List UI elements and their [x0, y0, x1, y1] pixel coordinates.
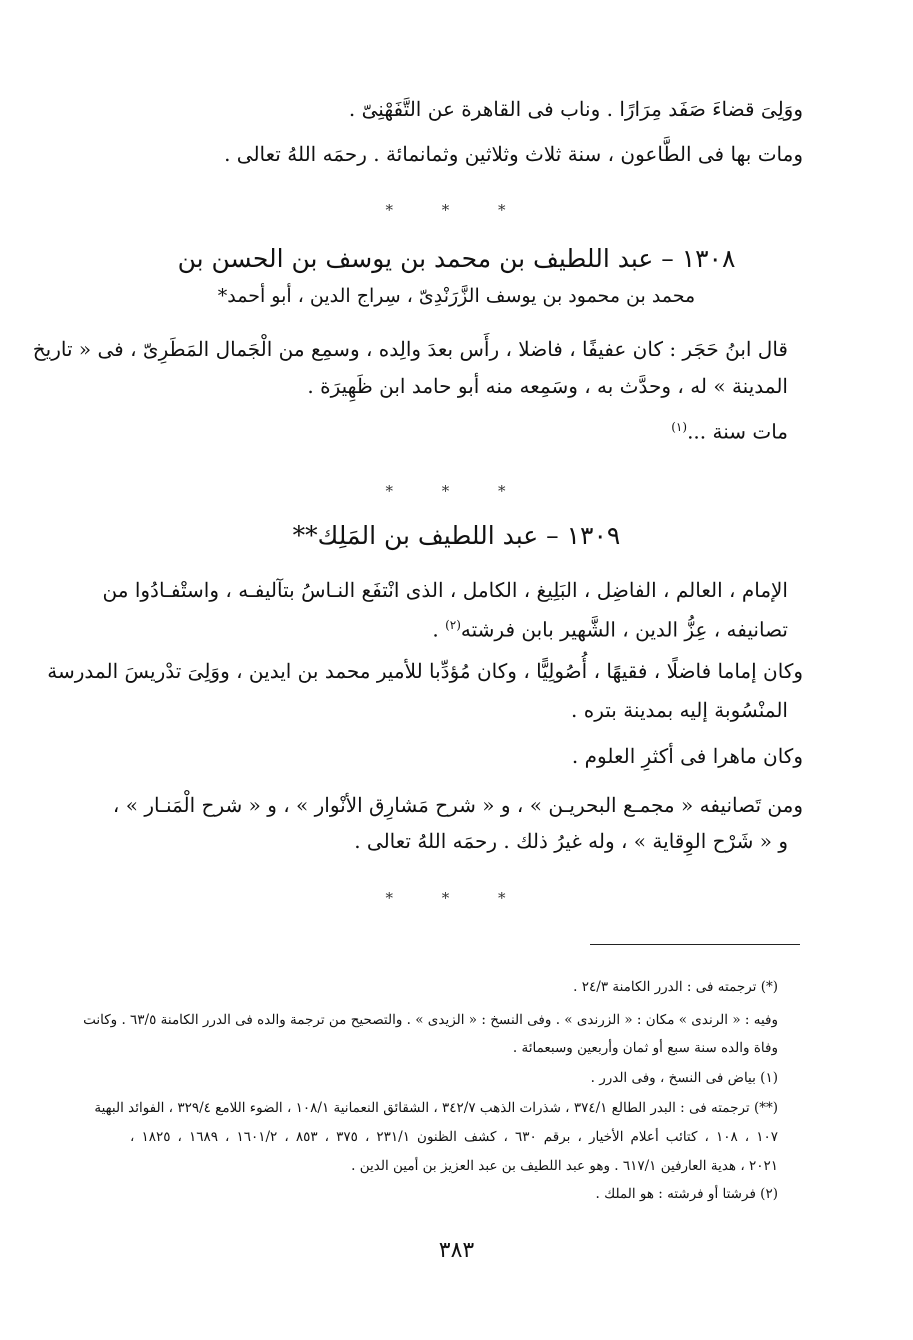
footnote: (*) ترجمته فى : الدرر الكامنة ٢٤/٣ . — [573, 979, 778, 995]
footnote: وفاة والده سنة سبع أو ثمان وأربعين وسبعمائة . — [512, 1040, 778, 1056]
footnote: وفيه : « الرندى » مكان : « الزرندى » . وفى النسخ : « الزيدى » . والتصحيح من ترجمة والده فى الدرر الكامنة ٦٣/٥ . وكانت — [83, 1012, 778, 1028]
text-line: و « شَرْح الوِقاية » ، وله غيرُ ذلك . رحمَه اللهُ تعالى . — [354, 829, 788, 853]
entry-heading: ١٣٠٩ – عبد اللطيف بن المَلِك** — [292, 521, 621, 550]
footnote: (٢) فرشتا أو فرشته : هو الملك . — [595, 1186, 778, 1202]
section-separator: * * * — [385, 201, 528, 219]
text-line: ووَلِىَ قضاءَ صَفَد مِرَارًا . وناب فى القاهرة عن التَّفَهْنِىّ . — [348, 97, 803, 121]
footnote-divider — [590, 944, 800, 945]
entry-heading-continued: محمد بن محمود بن يوسف الزَّرَنْدِىّ ، سِراج الدين ، أبو أحمد* — [217, 285, 696, 307]
text-line: المنْسُوبة إليه بمدينة بتره . — [571, 698, 788, 722]
footnote: (١) بياض فى النسخ ، وفى الدرر . — [590, 1070, 778, 1086]
section-separator: * * * — [385, 889, 528, 907]
text-fragment: مات سنة ... — [687, 419, 788, 444]
text-line: الإمام ، العالم ، الفاضِل ، البَلِيغ ، الكامل ، الذى انْتفَع النـاسُ بتآليفـه ، واستْفـادُوا من — [102, 578, 788, 602]
text-line: وكان إماما فاضلًا ، فقيهًا ، أُصُولِيًّا ، وكان مُؤدِّبا للأمير محمد بن ايدين ، ووَلِىَ تدْريسَ المدرسة — [47, 659, 803, 683]
text-line: ومن تَصانيفه « مجمـع البحريـن » ، و « شرح مَشارِق الأنْوار » ، و « شرح الْمَنـار » ، — [112, 793, 803, 817]
section-separator: * * * — [385, 482, 528, 500]
text-fragment: . — [432, 617, 446, 642]
text-line — [130, 414, 788, 445]
text-line: وكان ماهرا فى أكثرِ العلوم . — [571, 744, 803, 768]
footnote: ٢٠٢١ ، هدية العارفين ٦١٧/١ . وهو عبد اللطيف بن عبد العزيز بن أمين الدين . — [351, 1158, 778, 1174]
footnote-marker: (٢) — [445, 618, 461, 632]
footnote: (**) ترجمته فى : البدر الطالع ٣٧٤/١ ، شذرات الذهب ٣٤٢/٧ ، الشقائق النعمانية ١٠٨/١ ، الضوء اللامع ٣٢٩/٤ ، الفوائد البهية — [94, 1100, 778, 1116]
text-line: المدينة » له ، وحدَّث به ، وسَمِعه منه أبو حامد ابن ظَهِيرَة . — [307, 374, 788, 398]
footnote-marker: (١) — [671, 420, 688, 434]
text-line: قال ابنُ حَجَر : كان عفيفًا ، فاضلا ، رأَس بعدَ والِده ، وسمِع من الْجَمال المَطَرِىّ ، فى « تاريخ — [32, 337, 788, 361]
entry-heading: ١٣٠٨ – عبد اللطيف بن محمد بن يوسف بن الحسن بن — [177, 244, 736, 273]
text-line — [130, 612, 788, 643]
page-number: ٣٨٣ — [438, 1238, 475, 1263]
footnote: ١٠٧ ، ١٠٨ ، كتائب أعلام الأخيار ، برقم ٦٣٠ ، كشف الظنون ٢٣١/١ ، ٣٧٥ ، ٨٥٣ ، ١٦٠١/٢ ، ١٦٨٩ ، ١٨٢٥ ، — [130, 1129, 778, 1145]
text-line: ومات بها فى الطَّاعون ، سنة ثلاث وثلاثين وثمانمائة . رحمَه اللهُ تعالى . — [224, 142, 803, 166]
text-fragment: تصانيفه ، عِزُّ الدين ، الشَّهير بابن فرشته — [460, 617, 788, 642]
